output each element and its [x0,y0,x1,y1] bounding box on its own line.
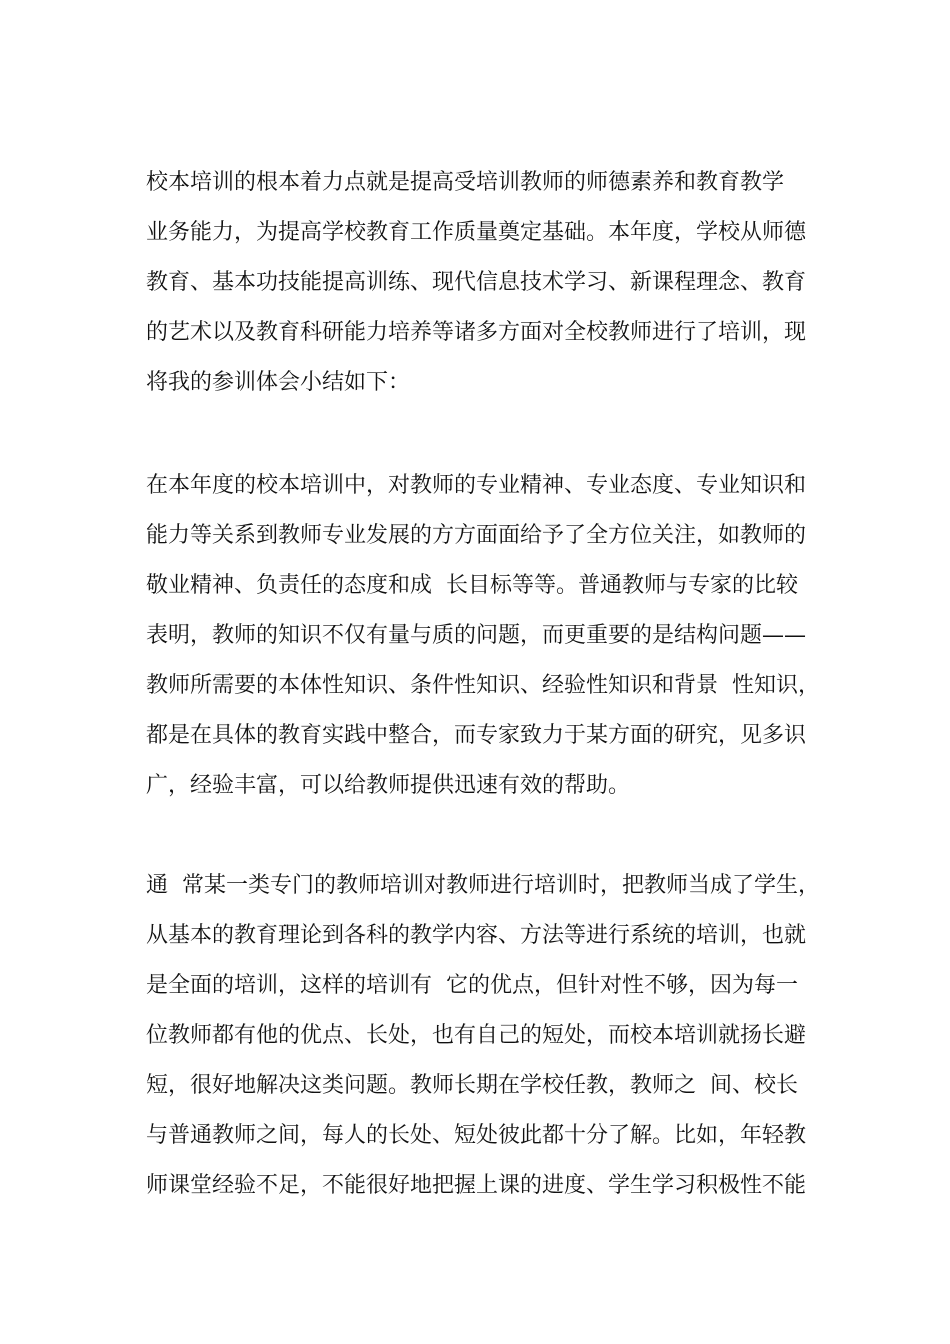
text-line: 业务能力，为提高学校教育工作质量奠定基础。本年度，学校从师德 [146,220,807,245]
text-line: 通 常某一类专门的教师培训对教师进行培训时，把教师当成了学生， [146,873,820,898]
text-line: 表明，教师的知识不仅有量与质的问题，而更重要的是结构问题—— [146,623,807,648]
text-line: 师课堂经验不足，不能很好地把握上课的进度、学生学习积极性不能 [146,1173,807,1198]
text-line: 教师所需要的本体性知识、条件性知识、经验性知识和背景 性知识， [146,673,820,698]
text-line: 与普通教师之间，每人的长处、短处彼此都十分了解。比如，年轻教 [146,1123,807,1148]
text-line: 校本培训的根本着力点就是提高受培训教师的师德素养和教育教学 [146,170,785,195]
text-line: 将我的参训体会小结如下： [146,370,411,395]
text-line: 的艺术以及教育科研能力培养等诸多方面对全校教师进行了培训，现 [146,320,807,345]
text-line: 在本年度的校本培训中，对教师的专业精神、专业态度、专业知识和 [146,473,807,498]
text-line: 都是在具体的教育实践中整合，而专家致力于某方面的研究，见多识 [146,723,807,748]
text-line: 敬业精神、负责任的态度和成 长目标等等。普通教师与专家的比较 [146,573,798,598]
text-line: 从基本的教育理论到各科的教学内容、方法等进行系统的培训，也就 [146,923,807,948]
text-line: 位教师都有他的优点、长处，也有自己的短处，而校本培训就扬长避 [146,1023,807,1048]
text-line: 教育、基本功技能提高训练、现代信息技术学习、新课程理念、教育 [146,270,807,295]
text-line: 短，很好地解决这类问题。教师长期在学校任教，教师之 间、校长 [146,1073,798,1098]
text-line: 是全面的培训，这样的培训有 它的优点，但针对性不够，因为每一 [146,973,798,998]
text-line: 能力等关系到教师专业发展的方方面面给予了全方位关注，如教师的 [146,523,807,548]
text-line: 广，经验丰富，可以给教师提供迅速有效的帮助。 [146,773,631,798]
